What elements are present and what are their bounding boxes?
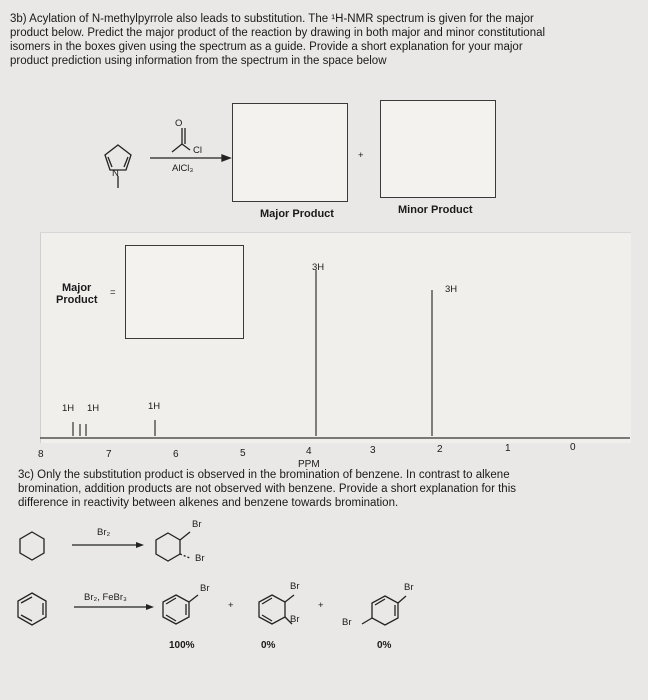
peak-label-1h-c: 1H xyxy=(148,401,161,412)
plus-sign-2: + xyxy=(318,600,324,611)
q3b-line-2: product below. Predict the major product of the reaction by drawing in both major and minor constitutional xyxy=(10,27,546,39)
spectrum-answer-box[interactable] xyxy=(125,245,244,339)
br-label-3: Br xyxy=(200,583,210,594)
peak-label-3h-a: 3H xyxy=(312,262,325,273)
ppm-tick-8: 8 xyxy=(38,449,44,460)
q3c-line-1: 3c) Only the substitution product is observed in the bromination of benzene. In contrast to alkene xyxy=(18,469,510,481)
plus-sign: + xyxy=(358,150,364,161)
ppm-tick-7: 7 xyxy=(106,449,112,460)
yield-bromobenzene: 100% xyxy=(169,640,195,651)
q3b-line-1: 3b) Acylation of N-methylpyrrole also leads to substitution. The ¹H-NMR spectrum is given for the major xyxy=(10,13,534,25)
minor-product-label: Minor Product xyxy=(398,204,473,216)
reagent-br2-febr3: Br₂, FeBr₃ xyxy=(84,592,127,603)
ppm-axis-label: PPM xyxy=(298,459,320,470)
ppm-tick-3: 3 xyxy=(370,445,376,456)
q3c-line-3: difference in reactivity between alkenes and benzene towards bromination. xyxy=(18,497,399,509)
br-label-2: Br xyxy=(195,553,205,564)
peak-label-3h-b: 3H xyxy=(445,284,458,295)
ppm-tick-6: 6 xyxy=(173,449,179,460)
spectrum-major-label-2: Product xyxy=(56,294,98,306)
equals-sign: = xyxy=(110,287,116,298)
spectrum-major-label-1: Major xyxy=(62,282,92,294)
nitrogen-atom-label: N xyxy=(112,168,119,179)
br-label-4: Br xyxy=(290,581,300,592)
br-label-7: Br xyxy=(342,617,352,628)
ppm-tick-2: 2 xyxy=(437,444,443,455)
q3b-line-3: isomers in the boxes given using the spectrum as a guide. Provide a short explanation for your major xyxy=(10,41,523,53)
yield-addition-b: 0% xyxy=(377,640,392,651)
catalyst-label: AlCl₃ xyxy=(172,163,194,174)
ppm-tick-4: 4 xyxy=(306,446,312,457)
chlorine-atom-label: Cl xyxy=(193,145,202,156)
br-label-6: Br xyxy=(404,582,414,593)
ppm-tick-5: 5 xyxy=(240,448,246,459)
question-3c-text xyxy=(18,468,638,510)
ppm-tick-1: 1 xyxy=(505,443,511,454)
q3c-line-2: bromination, addition products are not observed with benzene. Provide a short explanation for this xyxy=(18,483,516,495)
reagent-br2: Br₂ xyxy=(97,527,111,538)
major-product-label: Major Product xyxy=(260,208,334,220)
plus-sign-1: + xyxy=(228,600,234,611)
peak-label-1h-a: 1H xyxy=(62,403,75,414)
yield-addition-a: 0% xyxy=(261,640,276,651)
ppm-tick-0: 0 xyxy=(570,442,576,453)
br-label-1: Br xyxy=(192,519,202,530)
oxygen-atom-label: O xyxy=(175,118,183,129)
br-label-5: Br xyxy=(290,614,300,625)
q3b-line-4: product prediction using information from the spectrum in the space below xyxy=(10,55,387,67)
peak-label-1h-b: 1H xyxy=(87,403,100,414)
